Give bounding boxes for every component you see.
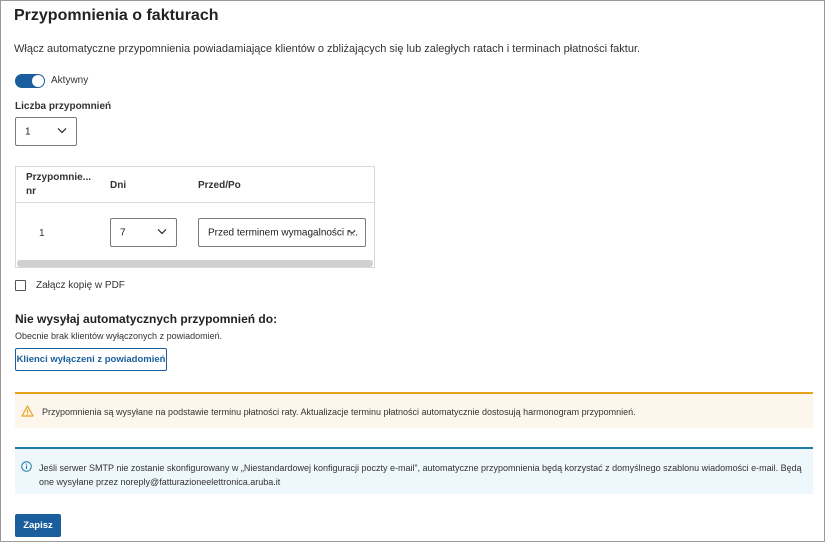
toggle-knob [32, 75, 44, 87]
reminder-count-value: 1 [25, 126, 31, 137]
column-header-nr: Przypomnie... nr [26, 172, 92, 197]
active-toggle[interactable] [15, 74, 45, 88]
table-header-divider [16, 202, 374, 203]
reminder-count-select[interactable] [15, 117, 77, 146]
days-select[interactable] [110, 218, 177, 247]
table-horizontal-scrollbar[interactable] [17, 260, 373, 267]
warning-text: Przypomnienia są wysyłane na podstawie terminu płatności raty. Aktualizacje terminu płatności automatycznie dostosują harmonogram przypomnień. [42, 407, 636, 417]
save-button[interactable]: Zapisz [15, 514, 61, 537]
chevron-down-icon [157, 226, 167, 237]
info-alert [15, 447, 813, 494]
table-cell-nr: 1 [39, 228, 45, 239]
warning-triangle-icon [21, 405, 34, 421]
chevron-down-icon [348, 226, 356, 237]
exclude-section-subtitle: Obecnie brak klientów wyłączonych z powiadomień. [15, 331, 223, 341]
chevron-down-icon [57, 125, 67, 136]
warning-alert [15, 392, 813, 428]
days-value: 7 [120, 227, 126, 238]
reminders-table [15, 166, 375, 268]
page-title: Przypomnienia o fakturach [14, 7, 219, 24]
reminder-count-label: Liczba przypomnień [15, 101, 112, 112]
active-toggle-label: Aktywny [51, 75, 89, 86]
page-description: Włącz automatyczne przypomnienia powiadamiające klientów o zbliżających się lub zaległych ratach i terminach płatności faktur. [14, 43, 641, 55]
column-header-days: Dni [110, 180, 127, 191]
exclude-section-title: Nie wysyłaj automatycznych przypomnień do: [15, 312, 278, 326]
when-select[interactable] [198, 218, 366, 247]
attach-pdf-label: Załącz kopię w PDF [36, 280, 125, 291]
attach-pdf-checkbox[interactable] [15, 280, 26, 291]
excluded-clients-button[interactable]: Klienci wyłączeni z powiadomień [15, 348, 167, 371]
info-circle-icon [21, 461, 32, 476]
info-text: Jeśli serwer SMTP nie zostanie skonfigurowany w „Niestandardowej konfiguracji poczty e-mail”, automatyczne przypomnienia będą korzystać z domyślnego szablonu wiadomości e-mail. Będą one wysyłane przez noreply@fatturazioneelettronica.aruba.it [39, 463, 802, 487]
when-value: Przed terminem wymagalności r... [208, 227, 359, 238]
column-header-when: Przed/Po [198, 180, 241, 191]
